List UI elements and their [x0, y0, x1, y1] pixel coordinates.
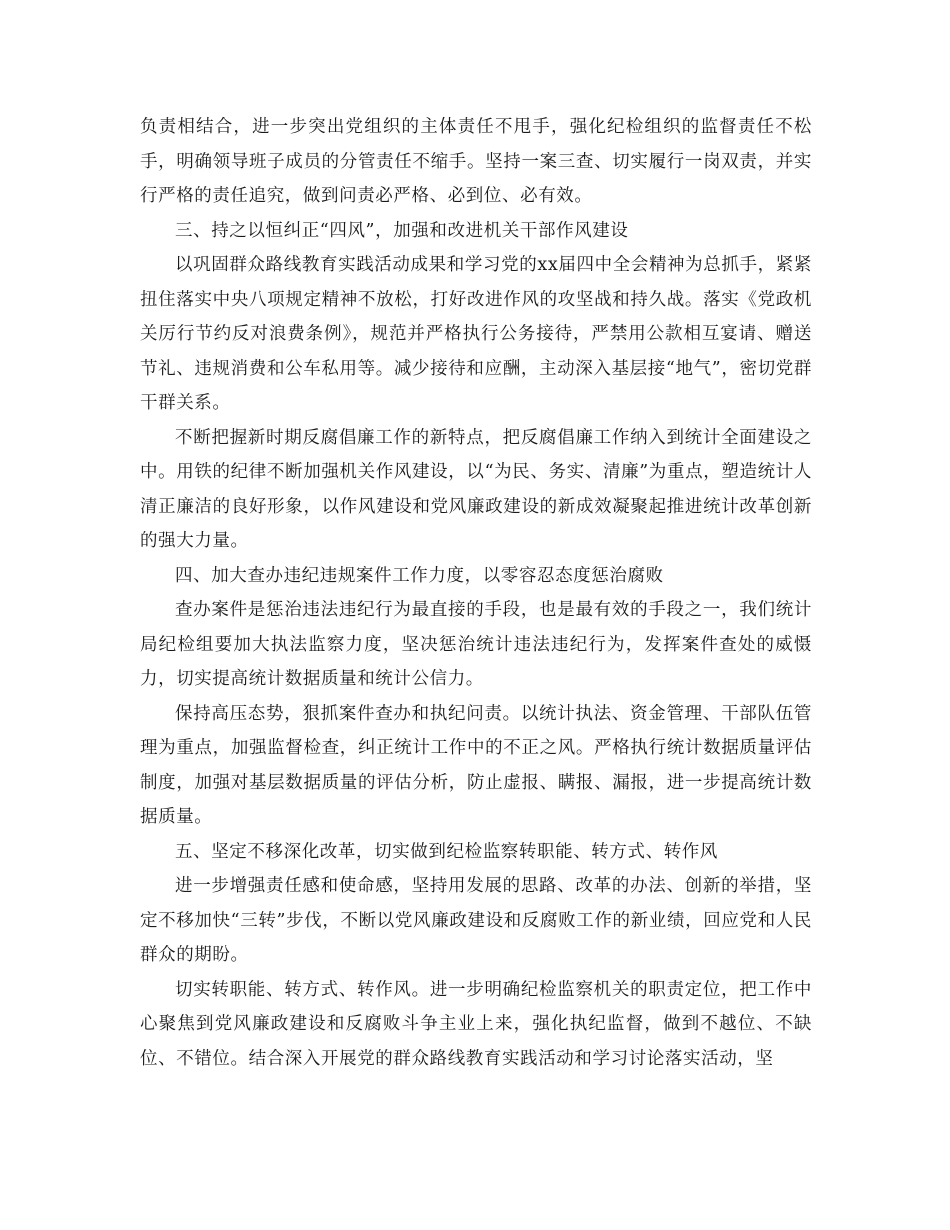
section-heading-3: 三、持之以恒纠正“四风”，加强和改进机关干部作风建设 [175, 220, 629, 241]
paragraph: 以巩固群众路线教育实践活动成果和学习党的xx届四中全会精神为总抓手，紧紧扭住落实中央八项规定精神不放松，打好改进作风的攻坚战和持久战。落实《党政机关厉行节约反对浪费条例》，规范并严格执行公务接待，严禁用公款相互宴请、赠送节礼、违规消费和公车私用等。减少接待和应酬，主动深入基层接“地气”，密切党群干群关系。 [140, 255, 812, 413]
section-heading-5: 五、坚定不移深化改革，切实做到纪检监察转职能、转方式、转作风 [175, 841, 718, 862]
section-heading-4: 四、加大查办违纪违规案件工作力度，以零容忍态度惩治腐败 [175, 565, 664, 586]
document-body [140, 110, 812, 1076]
paragraph: 进一步增强责任感和使命感，坚持用发展的思路、改革的办法、创新的举措，坚定不移加快“三转”步伐，不断以党风廉政建设和反腐败工作的新业绩，回应党和人民群众的期盼。 [140, 876, 812, 965]
paragraph: 切实转职能、转方式、转作风。进一步明确纪检监察机关的职责定位，把工作中心聚焦到党风廉政建设和反腐败斗争主业上来，强化执纪监督，做到不越位、不缺位、不错位。结合深入开展党的群众路线教育实践活动和学习讨论落实活动，坚 [140, 979, 812, 1069]
paragraph: 保持高压态势，狠抓案件查办和执纪问责。以统计执法、资金管理、干部队伍管理为重点，加强监督检查，纠正统计工作中的不正之风。严格执行统计数据质量评估制度，加强对基层数据质量的评估分析，防止虚报、瞒报、漏报，进一步提高统计数据质量。 [140, 703, 812, 827]
paragraph: 查办案件是惩治违法违纪行为最直接的手段，也是最有效的手段之一，我们统计局纪检组要加大执法监察力度，坚决惩治统计违法违纪行为，发挥案件查处的威慑力，切实提高统计数据质量和统计公信力。 [140, 600, 812, 689]
paragraph-continuation: 负责相结合，进一步突出党组织的主体责任不甩手，强化纪检组织的监督责任不松手，明确领导班子成员的分管责任不缩手。坚持一案三查、切实履行一岗双责，并实行严格的责任追究，做到问责必严格、必到位、必有效。 [140, 117, 812, 206]
paragraph: 不断把握新时期反腐倡廉工作的新特点，把反腐倡廉工作纳入到统计全面建设之中。用铁的纪律不断加强机关作风建设，以“为民、务实、清廉”为重点，塑造统计人清正廉洁的良好形象，以作风建设和党风廉政建设的新成效凝聚起推进统计改革创新的强大力量。 [140, 427, 812, 551]
